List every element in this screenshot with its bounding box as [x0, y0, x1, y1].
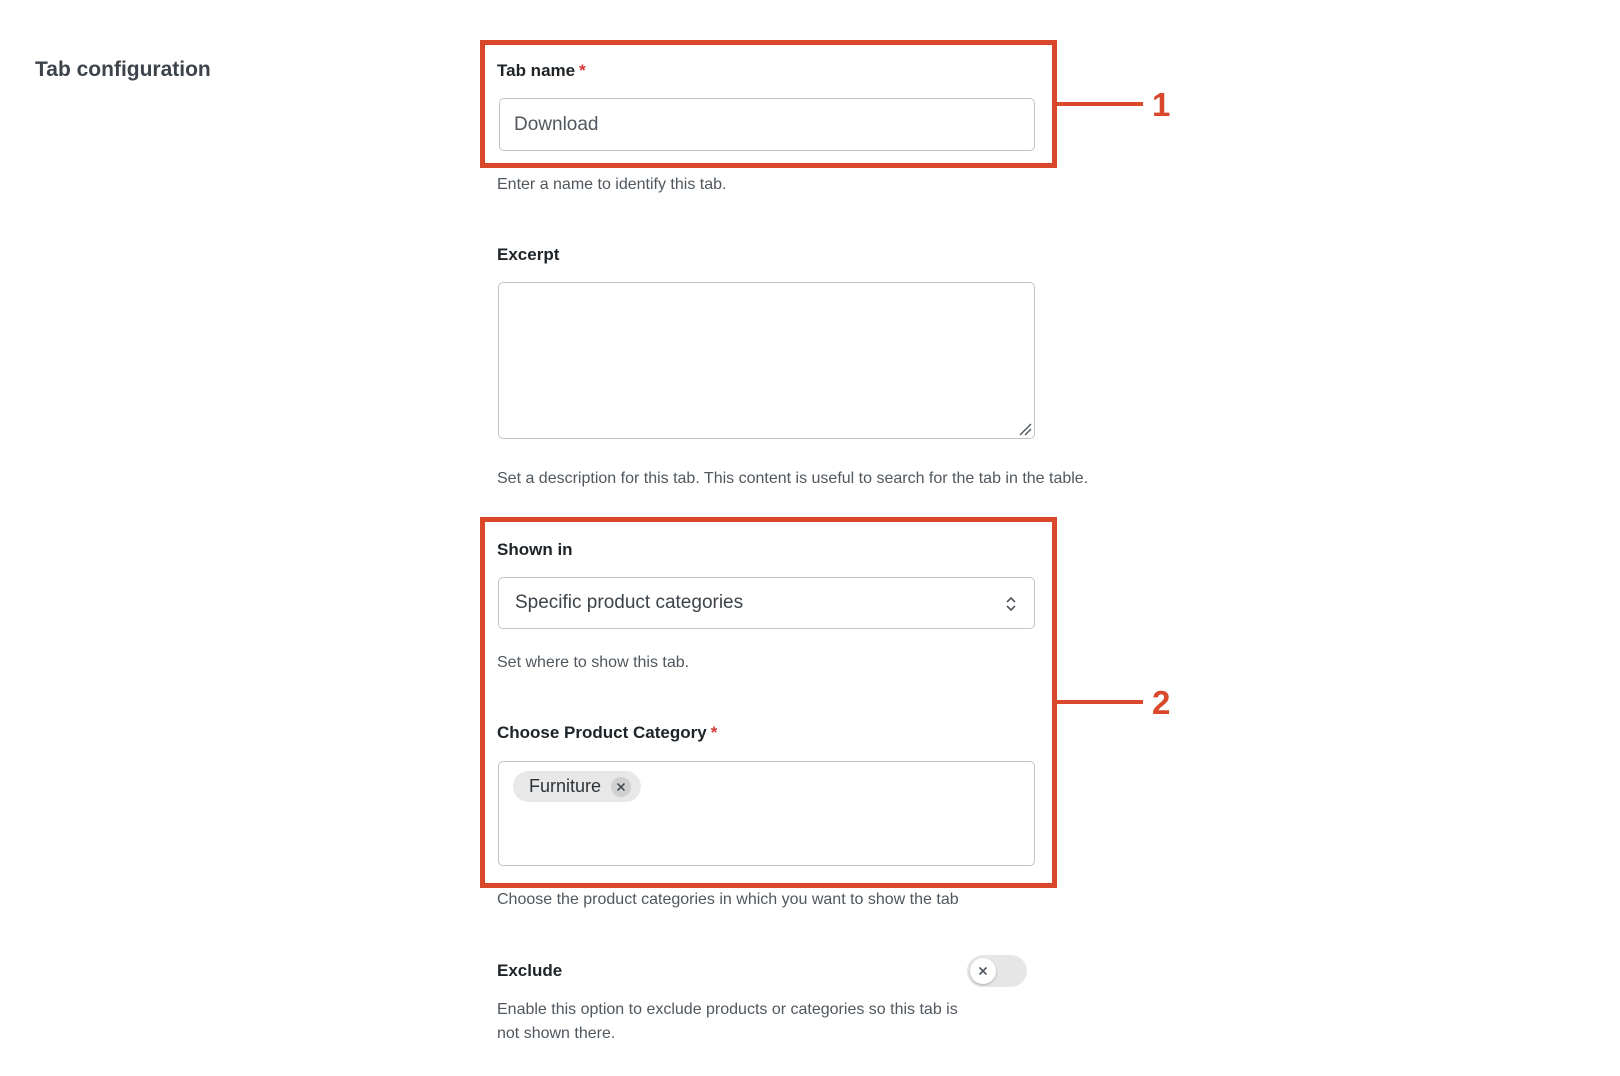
callout-box-2 — [480, 517, 1057, 888]
exclude-description-line: Enable this option to exclude products or categories so this tab is — [497, 1001, 958, 1018]
required-mark: * — [710, 723, 718, 742]
excerpt-label: Excerpt — [497, 245, 560, 264]
callout-number-2: 2 — [1152, 684, 1171, 721]
shown-in-selected-value: Specific product categories — [515, 592, 744, 613]
exclude-label: Exclude — [497, 961, 563, 980]
callout-line-2 — [1057, 700, 1143, 704]
excerpt-textarea[interactable] — [498, 282, 1035, 439]
exclude-description — [497, 998, 958, 1046]
shown-in-description: Set where to show this tab. — [497, 654, 690, 671]
toggle-knob — [970, 958, 996, 984]
callout-line-1 — [1057, 102, 1143, 106]
excerpt-wrapper — [498, 282, 1035, 439]
tab-name-description: Enter a name to identify this tab. — [497, 176, 727, 193]
category-chip-label: Furniture — [529, 776, 602, 796]
required-mark: * — [579, 61, 586, 80]
shown-in-label: Shown in — [497, 540, 573, 559]
product-category-label-text: Choose Product Category — [497, 723, 707, 742]
callout-number-1: 1 — [1152, 86, 1171, 123]
excerpt-description: Set a description for this tab. This content is useful to search for the tab in the table. — [497, 470, 1089, 487]
callout-box-1 — [480, 40, 1057, 168]
product-category-description: Choose the product categories in which you want to show the tab — [497, 891, 959, 908]
tab-name-label-text: Tab name — [497, 61, 576, 80]
exclude-description-line: not shown there. — [497, 1025, 616, 1042]
section-title: Tab configuration — [35, 58, 211, 81]
exclude-toggle[interactable] — [967, 955, 1027, 987]
resize-grip-icon[interactable] — [1018, 422, 1032, 436]
close-icon — [978, 966, 988, 976]
